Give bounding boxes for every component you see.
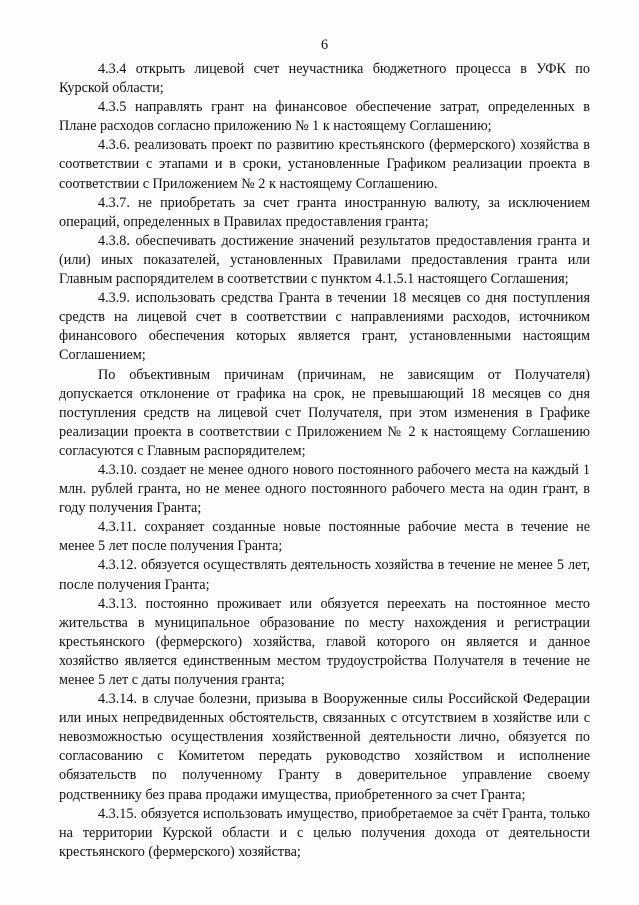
- clause-4-3-12: 4.3.12. обязуется осуществлять деятельность хозяйства в течение не менее 5 лет, после получения Гранта;: [59, 557, 590, 593]
- clause-4-3-9-deviation-note: По объективным причинам (причинам, не зависящим от Получателя) допускается отклонение от графика на срок, не превышающий 18 месяцев со дня поступления средств на лицевой счет Получателя, при этом изменения в Графике реализации проекта в соответствии с Приложением № 2 к настоящему Соглашению согласуются с Главным распорядителем;: [59, 366, 590, 459]
- clause-4-3-13: 4.3.13. постоянно проживает или обязуется переехать на постоянное место жительства в муниципальное образование по месту нахождения и регистрации крестьянского (фермерского) хозяйства, главой которого он является и данное хозяйство является единственным местом трудоустройства Получателя в течение не менее 5 лет с даты получения гранта;: [59, 595, 590, 688]
- clause-4-3-14: 4.3.14. в случае болезни, призыва в Вооруженные силы Российской Федерации или иных непредвиденных обстоятельств, связанных с отсутствием в хозяйстве или с невозможностью осуществления хозяйственной деятельности лично, обязуется по согласованию с Комитетом передать руководство хозяйством и исполнение обязательств по полученному Гранту в доверительное управление своему родственнику без права продажи имущества, приобретенного за счет Гранта;: [59, 691, 590, 803]
- clause-4-3-7: 4.3.7. не приобретать за счет гранта иностранную валюту, за исключением операций, определенных в Правилах предоставления гранта;: [59, 194, 590, 230]
- clause-4-3-5: 4.3.5 направлять грант на финансовое обеспечение затрат, определенных в Плане расходов согласно приложению № 1 к настоящему Соглашению;: [59, 99, 590, 135]
- clause-4-3-10: 4.3.10. создает не менее одного нового постоянного рабочего места на каждый 1 млн. рублей гранта, но не менее одного постоянного рабочего места на один грант, в году получения Гранта;: [59, 461, 590, 517]
- page-number: 6: [320, 37, 329, 53]
- clause-4-3-15: 4.3.15. обязуется использовать имущество, приобретаемое за счёт Гранта, только на территории Курской области и с целью получения дохода от деятельности крестьянского (фермерского) хозяйства;: [59, 805, 590, 860]
- clause-4-3-4: 4.3.4 открыть лицевой счет неучастника бюджетного процесса в УФК по Курской области;: [59, 61, 590, 97]
- clause-4-3-11: 4.3.11. сохраняет созданные новые постоянные рабочие места в течение не менее 5 лет после получения Гранта;: [59, 519, 590, 555]
- clause-4-3-6: 4.3.6. реализовать проект по развитию крестьянского (фермерского) хозяйства в соответствии с этапами и в сроки, установленные Графиком реализации проекта в соответствии с Приложением № 2 к настоящему Соглашению.: [59, 137, 590, 192]
- clause-4-3-9: 4.3.9. использовать средства Гранта в течении 18 месяцев со дня поступления средств на лицевой счет в соответствии с направлениями расходов, источником финансового обеспечения которых является грант, установленными настоящим Соглашением;: [59, 290, 590, 364]
- clause-4-3-8: 4.3.8. обеспечивать достижение значений результатов предоставления гранта и (или) иных показателей, установленных Правилами предоставления гранта или Главным распорядителем в соответствии с пунктом 4.1.5.1 настоящего Соглашения;: [59, 232, 590, 288]
